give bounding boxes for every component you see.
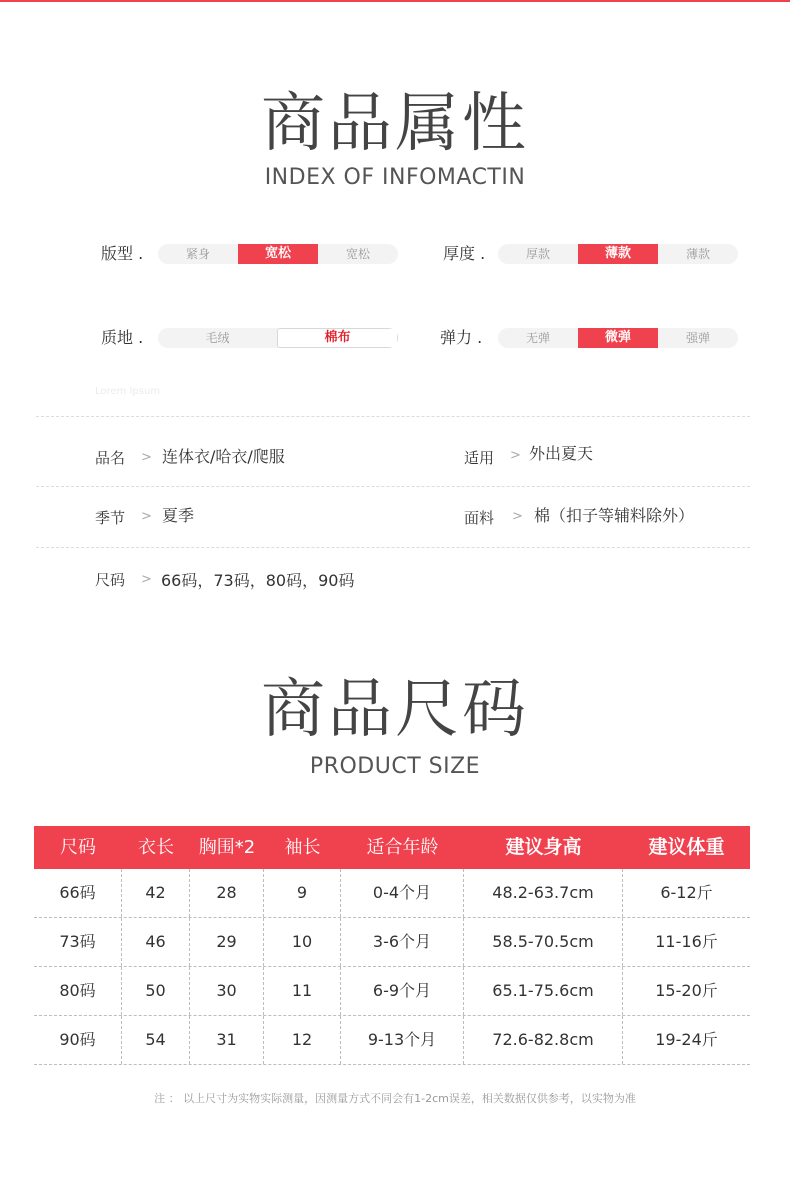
- table-cell: 12: [264, 1016, 341, 1064]
- chevron-right-icon: >: [141, 509, 152, 524]
- chevron-right-icon: >: [510, 448, 521, 463]
- divider: [36, 547, 750, 548]
- size-note: 注 ： 以上尺寸为实物实际测量，因测量方式不同会有1-2cm误差，相关数据仅供参考，以实物为准: [154, 1092, 636, 1105]
- fit-option-loose-selected[interactable]: 宽松: [238, 244, 318, 264]
- table-cell: 72.6-82.8cm: [464, 1016, 623, 1064]
- elasticity-option-slight-selected[interactable]: 微弹: [578, 328, 658, 348]
- top-accent-line: [0, 0, 790, 2]
- thickness-option-thin-selected[interactable]: 薄款: [578, 244, 658, 264]
- table-row: [34, 967, 750, 1016]
- table-cell: 80码: [34, 967, 122, 1015]
- table-cell: 6-9个月: [341, 967, 464, 1015]
- header-chest: 胸围*2: [198, 837, 256, 858]
- table-cell: 9: [264, 869, 341, 917]
- table-cell: 10: [264, 918, 341, 966]
- chevron-right-icon: >: [141, 572, 152, 587]
- fit-selector: [158, 244, 398, 264]
- table-cell: 54: [122, 1016, 190, 1064]
- material-option-plush[interactable]: 毛绒: [205, 331, 230, 345]
- table-cell: 50: [122, 967, 190, 1015]
- table-cell: 3-6个月: [341, 918, 464, 966]
- table-cell: 11: [264, 967, 341, 1015]
- season-value: 夏季: [162, 506, 195, 525]
- thickness-label: 厚度 .: [443, 244, 486, 263]
- table-cell: 48.2-63.7cm: [464, 869, 623, 917]
- suitable-label: 适用: [464, 449, 495, 467]
- table-cell: 6-12斤: [660, 883, 713, 902]
- table-row: [34, 918, 750, 967]
- product-name-value: 连体衣/哈衣/爬服: [162, 447, 285, 466]
- attributes-subtitle: INDEX OF INFOMACTIN: [264, 165, 526, 190]
- product-name-label: 品名: [95, 449, 126, 467]
- thickness-selector: [498, 244, 738, 264]
- size-table: [34, 826, 750, 1065]
- elasticity-label: 弹力 .: [440, 328, 483, 347]
- header-height: 建议身高: [505, 836, 582, 858]
- header-age: 适合年龄: [366, 837, 439, 858]
- header-sleeve: 袖长: [284, 837, 321, 858]
- table-cell: 42: [122, 869, 190, 917]
- chevron-right-icon: >: [512, 509, 523, 524]
- fit-option-tight[interactable]: 紧身: [185, 247, 210, 261]
- table-cell: 90码: [34, 1016, 122, 1064]
- fit-label: 版型 .: [101, 244, 144, 263]
- header-length: 衣长: [138, 837, 174, 858]
- table-row: [34, 1016, 750, 1065]
- table-cell: 31: [190, 1016, 264, 1064]
- chevron-right-icon: >: [141, 450, 152, 465]
- table-cell: 15-20斤: [655, 981, 718, 1000]
- table-cell: 9-13个月: [341, 1016, 464, 1064]
- table-row: [34, 869, 750, 918]
- sizes-value: 66码，73码，80码，90码: [161, 571, 355, 590]
- table-cell: 0-4个月: [341, 869, 464, 917]
- header-size: 尺码: [60, 837, 96, 858]
- size-subtitle: PRODUCT SIZE: [309, 754, 481, 779]
- suitable-value: 外出夏天: [529, 444, 594, 463]
- elasticity-option-strong[interactable]: 强弹: [685, 331, 710, 345]
- size-table-header: [34, 826, 750, 869]
- fabric-label: 面料: [464, 509, 495, 527]
- elasticity-selector: [498, 328, 738, 348]
- elasticity-option-none[interactable]: 无弹: [525, 331, 550, 345]
- faint-placeholder-text: Lorem Ipsum: [95, 386, 161, 397]
- table-cell: 11-16斤: [655, 932, 718, 951]
- table-cell: 30: [190, 967, 264, 1015]
- fabric-value: 棉（扣子等辅料除外）: [534, 506, 695, 525]
- attributes-title: 商品属性: [261, 87, 529, 161]
- divider: [36, 416, 750, 417]
- table-cell: 58.5-70.5cm: [464, 918, 623, 966]
- season-label: 季节: [95, 509, 126, 527]
- divider: [36, 486, 750, 487]
- table-cell: 28: [190, 869, 264, 917]
- table-cell: 46: [122, 918, 190, 966]
- header-weight: 建议体重: [648, 836, 725, 858]
- table-cell: 73码: [34, 918, 122, 966]
- table-cell: 29: [190, 918, 264, 966]
- table-cell: 19-24斤: [655, 1030, 718, 1049]
- table-cell: 66码: [34, 869, 122, 917]
- material-option-cotton-selected[interactable]: 棉布: [277, 328, 398, 348]
- size-title: 商品尺码: [261, 673, 529, 747]
- material-selector: [158, 328, 398, 348]
- thickness-option-thin[interactable]: 薄款: [685, 247, 710, 261]
- sizes-label: 尺码: [95, 571, 126, 589]
- table-cell: 65.1-75.6cm: [464, 967, 623, 1015]
- material-label: 质地 .: [101, 328, 144, 347]
- fit-option-loose[interactable]: 宽松: [345, 247, 370, 261]
- thickness-option-thick[interactable]: 厚款: [525, 247, 550, 261]
